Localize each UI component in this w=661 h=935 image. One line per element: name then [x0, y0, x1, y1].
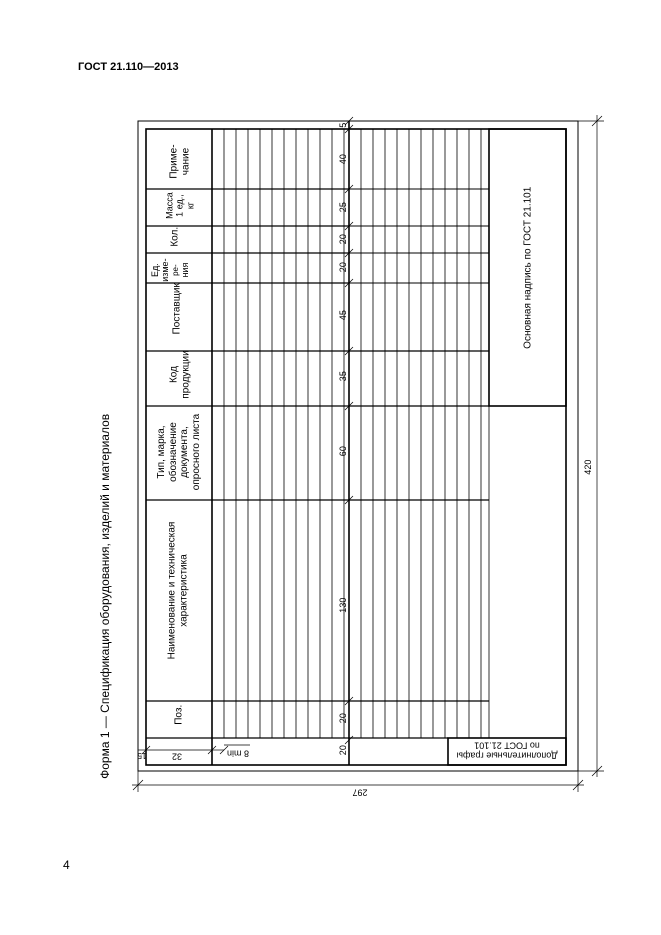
dim-note-width: 40: [337, 154, 348, 165]
dim-left-margin: 20: [337, 745, 348, 756]
dim-gap: 15: [137, 751, 147, 761]
dim-type-width: 60: [337, 446, 348, 457]
dim-sheet-height: 420: [582, 459, 593, 475]
form-title: Форма 1 — Спецификация оборудования, изделий и материалов: [98, 413, 113, 779]
title-block-label: Основная надпись по ГОСТ 21.101: [522, 186, 534, 349]
dim-row-min: 8 min: [227, 748, 250, 759]
document-header: ГОСТ 21.110—2013: [78, 61, 179, 73]
dim-name-width: 130: [337, 597, 348, 613]
page-number: 4: [63, 858, 70, 872]
dim-header-height: 32: [172, 751, 183, 762]
column-header-mass: Масса 1 ед., кг: [164, 192, 196, 219]
column-header-name: Наименование и техническая характеристика: [166, 521, 189, 660]
column-header-note: Приме- чание: [168, 144, 191, 179]
column-header-type: Тип, марка, обозначение документа, опросного листа: [156, 413, 202, 491]
dim-margin-top: 5: [337, 122, 348, 128]
dim-supplier-width: 45: [337, 310, 348, 321]
dim-pos-width: 20: [337, 713, 348, 724]
column-header-qty: Кол.: [169, 226, 181, 247]
dim-mass-width: 25: [337, 202, 348, 213]
column-header-supplier: Поставщик: [171, 283, 183, 335]
dim-qty-width: 20: [337, 234, 348, 245]
column-header-code: Код продукции: [168, 350, 191, 399]
column-header-pos: Поз.: [173, 704, 185, 725]
dim-unit-width: 20: [337, 262, 348, 273]
additional-fields-label: Дополнительные графы по ГОСТ 21.101: [456, 740, 558, 761]
dim-sheet-width: 297: [352, 787, 368, 798]
dim-code-width: 35: [337, 371, 348, 382]
column-header-unit: Ед. изме- ре- ния: [149, 258, 190, 282]
